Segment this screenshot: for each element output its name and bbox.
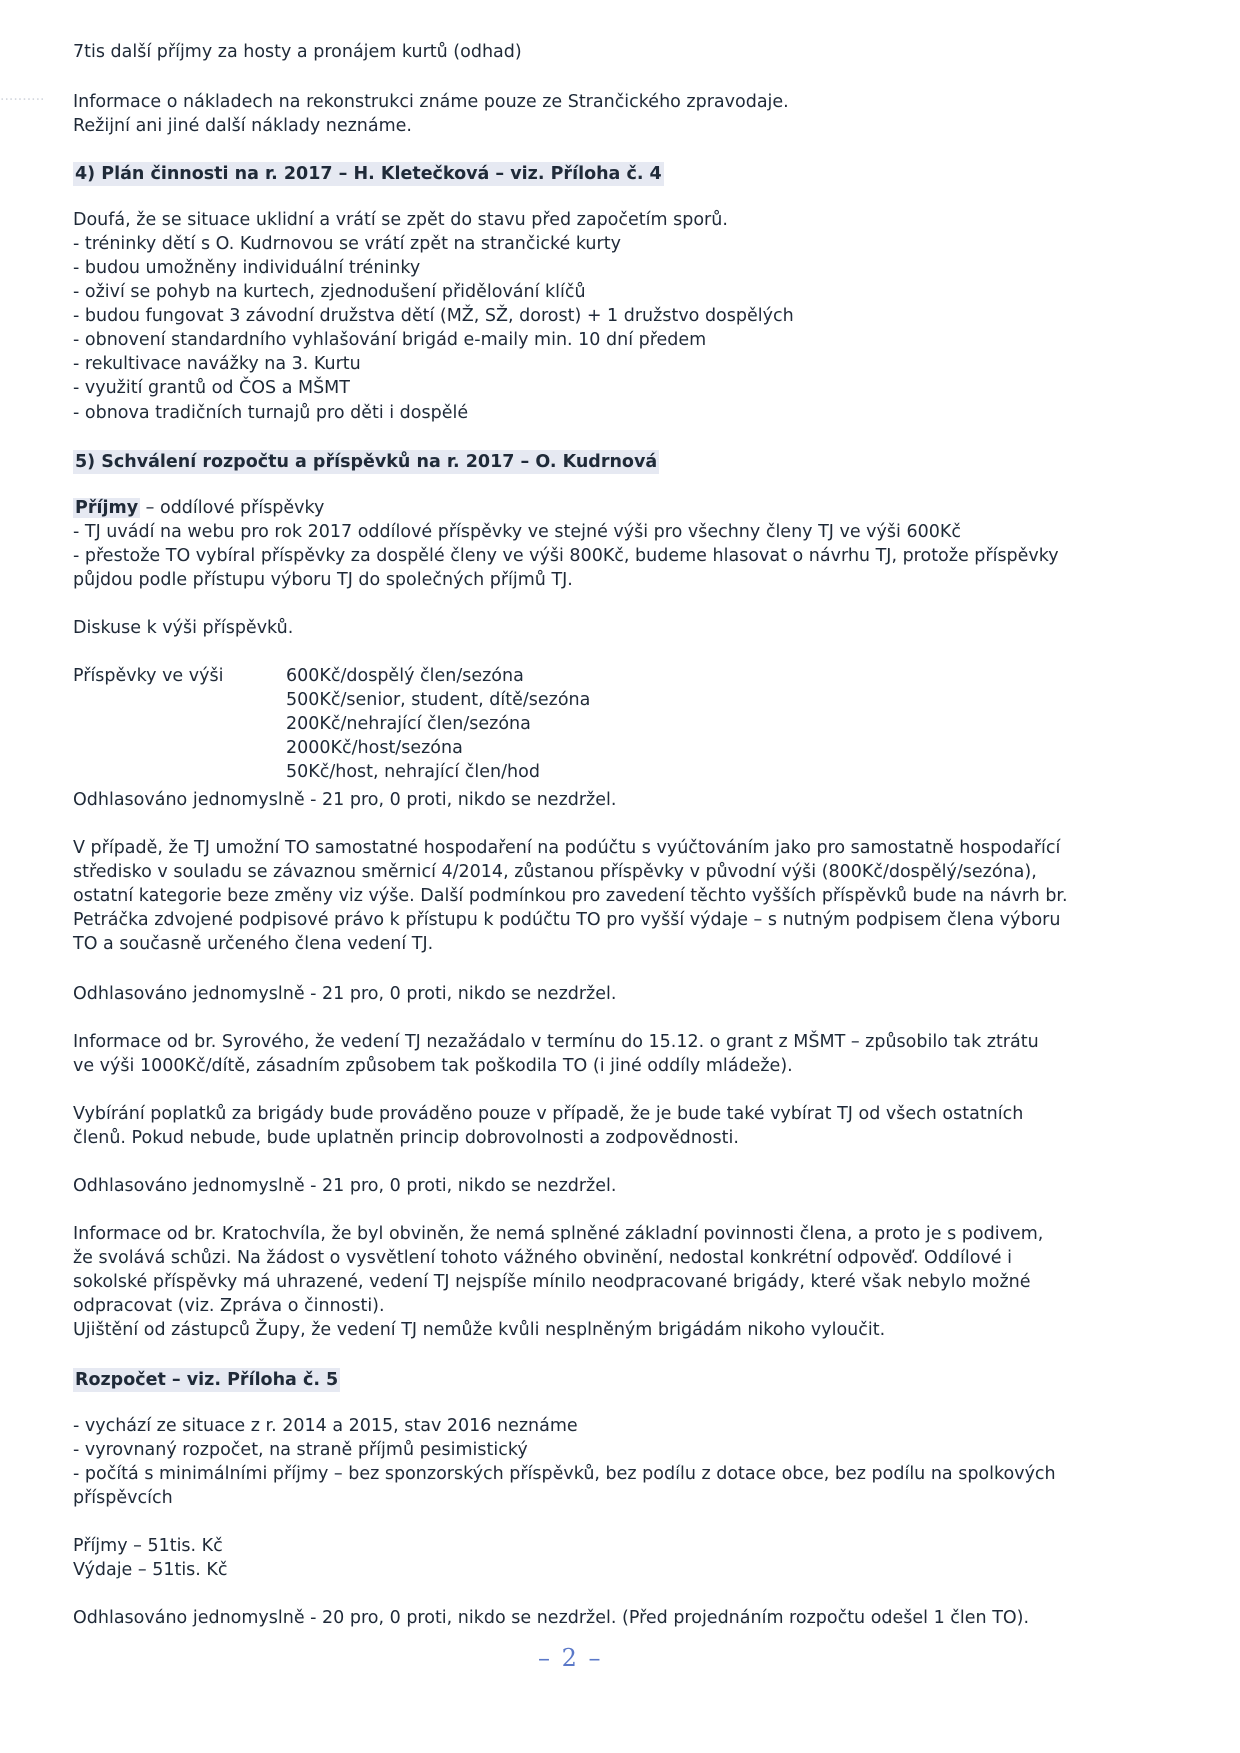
paragraph-line: Vybírání poplatků za brigády bude prováděno pouze v případě, že je bude také vybírat TJ od všech ostatních [73,1104,1024,1124]
list-item: - oživí se pohyb na kurtech, zjednodušení přidělování klíčů [73,282,586,302]
paragraph-line: TO a současně určeného člena vedení TJ. [73,934,434,954]
income-heading [73,496,324,520]
fee-item: 500Kč/senior, student, dítě/sezóna [286,690,591,710]
paragraph-line: středisko v souladu se závaznou směrnicí 4/2014, zůstanou příspěvky v původní výši (800Kč/dospělý/sezóna), [73,862,1037,882]
paragraph-line: Petráčka zdvojené podpisové právo k přístupu k podúčtu TO pro vyšší výdaje – s nutným podpisem člena výboru [73,910,1061,930]
budget-item: - vychází ze situace z r. 2014 a 2015, stav 2016 neznáme [73,1416,578,1436]
section-heading: 4) Plán činnosti na r. 2017 – H. Kletečková – viz. Příloha č. 4 [75,164,662,184]
vote-result: Odhlasováno jednomyslně - 21 pro, 0 proti, nikdo se nezdržel. [73,1176,617,1196]
budget-income: Příjmy – 51tis. Kč [73,1536,223,1556]
vote-result: Odhlasováno jednomyslně - 20 pro, 0 proti, nikdo se nezdržel. (Před projednáním rozpočtu odešel 1 člen TO). [73,1608,1030,1628]
list-item: - rekultivace navážky na 3. Kurtu [73,354,361,374]
paragraph-line: ve výši 1000Kč/dítě, zásadním způsobem tak poškodila TO (i jiné oddíly mládeže). [73,1056,793,1076]
paragraph-line: Ujištění od zástupců Župy, že vedení TJ nemůže kvůli nesplněným brigádám nikoho vyloučit. [73,1320,886,1340]
intro-line: Režijní ani jiné další náklady neznáme. [73,116,412,136]
fee-item: 2000Kč/host/sezóna [286,738,463,758]
list-item: - obnovení standardního vyhlašování brigád e-maily min. 10 dní předem [73,330,707,350]
income-line: - přestože TO vybíral příspěvky za dospělé členy ve výši 800Kč, budeme hlasovat o návrhu TJ, protože příspěvky [73,546,1059,566]
vote-result: Odhlasováno jednomyslně - 21 pro, 0 proti, nikdo se nezdržel. [73,984,617,1004]
vote-result: Odhlasováno jednomyslně - 21 pro, 0 proti, nikdo se nezdržel. [73,790,617,810]
list-item: - budou umožněny individuální tréninky [73,258,421,278]
bleed-through-artefact: .......... [0,90,45,104]
budget-item: příspěvcích [73,1488,173,1508]
income-label: Příjmy [75,498,139,518]
budget-heading: Rozpočet – viz. Příloha č. 5 [75,1370,339,1390]
budget-item: - vyrovnaný rozpočet, na straně příjmů pesimistický [73,1440,528,1460]
paragraph-line: sokolské příspěvky má uhrazené, vedení TJ nejspíše mínilo neodpracované brigády, které však nebylo možné [73,1272,1031,1292]
paragraph-line: V případě, že TJ umožní TO samostatné hospodaření na podúčtu s vyúčtováním jako pro samostatně hospodařící [73,838,1061,858]
fees-label: Příspěvky ve výši [73,666,224,686]
section-heading: 5) Schválení rozpočtu a příspěvků na r. 2017 – O. Kudrnová [75,452,658,472]
fee-item: 200Kč/nehrající člen/sezóna [286,714,531,734]
list-item: - využití grantů od ČOS a MŠMT [73,378,350,398]
budget-expenses: Výdaje – 51tis. Kč [73,1560,228,1580]
fee-item: 600Kč/dospělý člen/sezóna [286,666,524,686]
paragraph-line: odpracovat (viz. Zpráva o činnosti). [73,1296,385,1316]
intro-line: Informace o nákladech na rekonstrukci známe pouze ze Strančického zpravodaje. [73,92,789,112]
budget-item: - počítá s minimálními příjmy – bez sponzorských příspěvků, bez podílu z dotace obce, bez podílu na spolkových [73,1464,1056,1484]
income-line: - TJ uvádí na webu pro rok 2017 oddílové příspěvky ve stejné výši pro všechny členy TJ ve výši 600Kč [73,522,961,542]
intro-line: 7tis další příjmy za hosty a pronájem kurtů (odhad) [73,42,522,62]
income-sublabel: – oddílové příspěvky [140,498,325,518]
discussion-line: Diskuse k výši příspěvků. [73,618,294,638]
list-item: - tréninky dětí s O. Kudrnovou se vrátí zpět na strančické kurty [73,234,621,254]
paragraph-line: že svolává schůzi. Na žádost o vysvětlení tohoto vážného obvinění, nedostal konkrétní odpověď. Oddílové i [73,1248,1013,1268]
list-item: - budou fungovat 3 závodní družstva dětí (MŽ, SŽ, dorost) + 1 družstvo dospělých [73,306,794,326]
page-number: – 2 – [538,1644,603,1672]
paragraph-line: Informace od br. Kratochvíla, že byl obviněn, že nemá splněné základní povinnosti člena, a proto je s podivem, [73,1224,1044,1244]
paragraph-line: ostatní kategorie beze změny viz výše. Další podmínkou pro zavedení těchto vyšších příspěvků bude na návrh br. [73,886,1068,906]
paragraph-line: Informace od br. Syrového, že vedení TJ nezažádalo v termínu do 15.12. o grant z MŠMT – způsobilo tak ztrátu [73,1032,1039,1052]
list-item: Doufá, že se situace uklidní a vrátí se zpět do stavu před započetím sporů. [73,210,728,230]
paragraph-line: členů. Pokud nebude, bude uplatněn princip dobrovolnosti a zodpovědnosti. [73,1128,739,1148]
list-item: - obnova tradičních turnajů pro děti i dospělé [73,403,469,423]
income-line: půjdou podle přístupu výboru TJ do společných příjmů TJ. [73,570,573,590]
fee-item: 50Kč/host, nehrající člen/hod [286,762,540,782]
